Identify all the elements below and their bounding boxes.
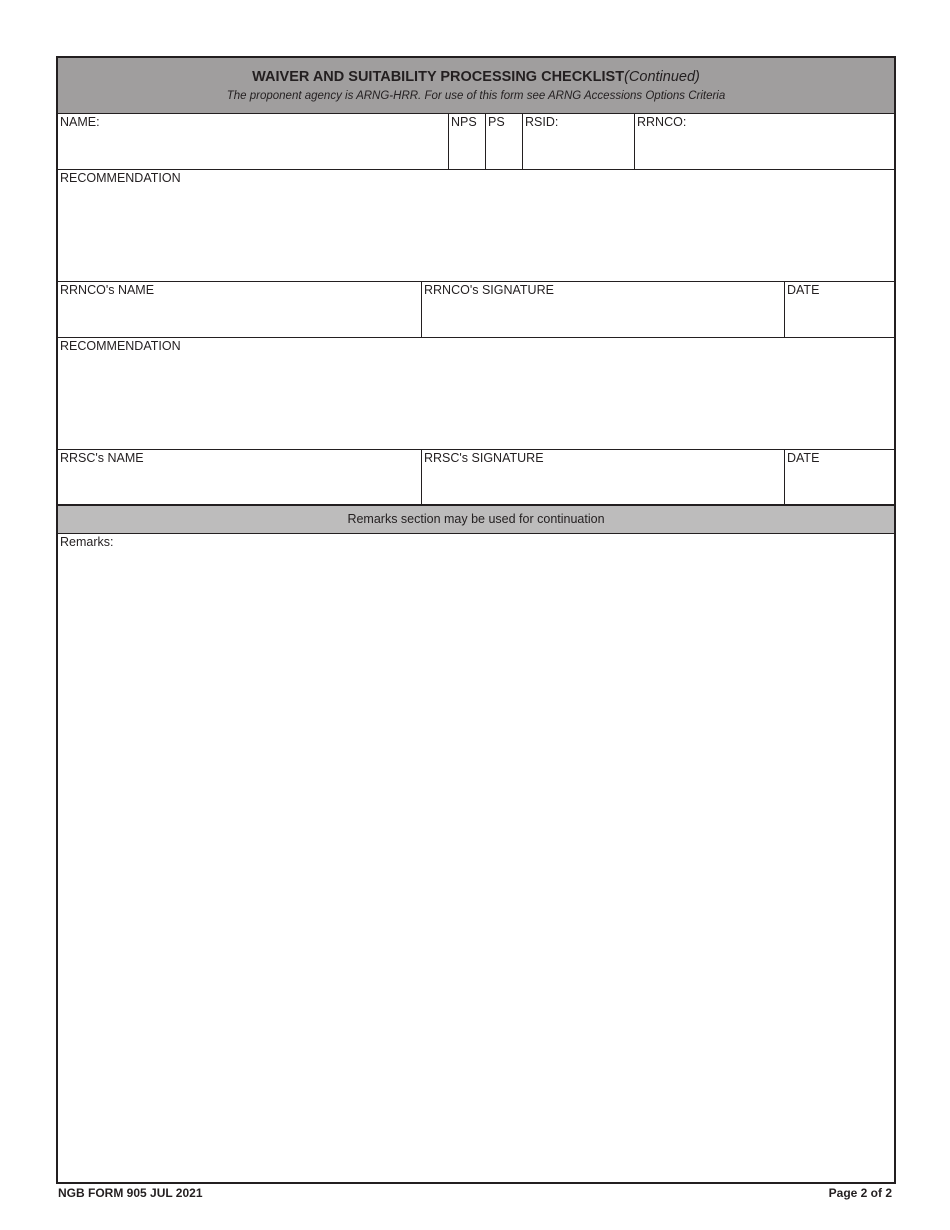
- rsid-field[interactable]: [522, 114, 634, 169]
- rrnco-recommendation-field[interactable]: [58, 170, 894, 282]
- form-title-text: WAIVER AND SUITABILITY PROCESSING CHECKLIST: [252, 69, 625, 85]
- identification-row: [58, 114, 894, 170]
- rrsc-date-field[interactable]: [784, 450, 894, 504]
- rsid-label: RSID:: [525, 115, 559, 129]
- form-subtitle: The proponent agency is ARNG-HRR. For use of this form see ARNG Accessions Options Criteria: [226, 90, 726, 102]
- remarks-field[interactable]: [58, 534, 894, 1182]
- form-id: NGB FORM 905 JUL 2021: [58, 1186, 203, 1200]
- rrsc-signature-row: [58, 450, 894, 506]
- name-field[interactable]: [58, 114, 448, 169]
- rrnco-date-field[interactable]: [784, 282, 894, 337]
- rrnco-name-label: RRNCO's NAME: [60, 283, 155, 297]
- form-title: [58, 69, 894, 85]
- rrnco-signature-label: RRNCO's SIGNATURE: [424, 283, 554, 297]
- rrnco-field[interactable]: [634, 114, 894, 169]
- form-header: [58, 58, 894, 114]
- page-number: Page 2 of 2: [828, 1186, 892, 1200]
- nps-field[interactable]: [448, 114, 485, 169]
- rrsc-name-field[interactable]: [58, 450, 421, 504]
- rrsc-recommendation-label: RECOMMENDATION: [60, 339, 181, 353]
- rrsc-name-label: RRSC's NAME: [60, 451, 144, 465]
- remarks-label: Remarks:: [60, 535, 114, 549]
- rrsc-signature-field[interactable]: [421, 450, 784, 504]
- rrnco-name-field[interactable]: [58, 282, 421, 337]
- name-label: NAME:: [60, 115, 100, 129]
- rrsc-recommendation-field[interactable]: [58, 338, 894, 450]
- form-container: [56, 56, 896, 1184]
- nps-label: NPS: [451, 115, 477, 129]
- ps-label: PS: [488, 115, 505, 129]
- ps-field[interactable]: [485, 114, 522, 169]
- form-title-suffix: (Continued): [624, 69, 700, 85]
- rrnco-signature-row: [58, 282, 894, 338]
- remarks-band: Remarks section may be used for continuation: [58, 506, 894, 534]
- rrsc-signature-label: RRSC's SIGNATURE: [424, 451, 544, 465]
- rrnco-label: RRNCO:: [637, 115, 687, 129]
- rrsc-date-label: DATE: [787, 451, 820, 465]
- rrnco-date-label: DATE: [787, 283, 820, 297]
- rrnco-recommendation-label: RECOMMENDATION: [60, 171, 181, 185]
- rrnco-signature-field[interactable]: [421, 282, 784, 337]
